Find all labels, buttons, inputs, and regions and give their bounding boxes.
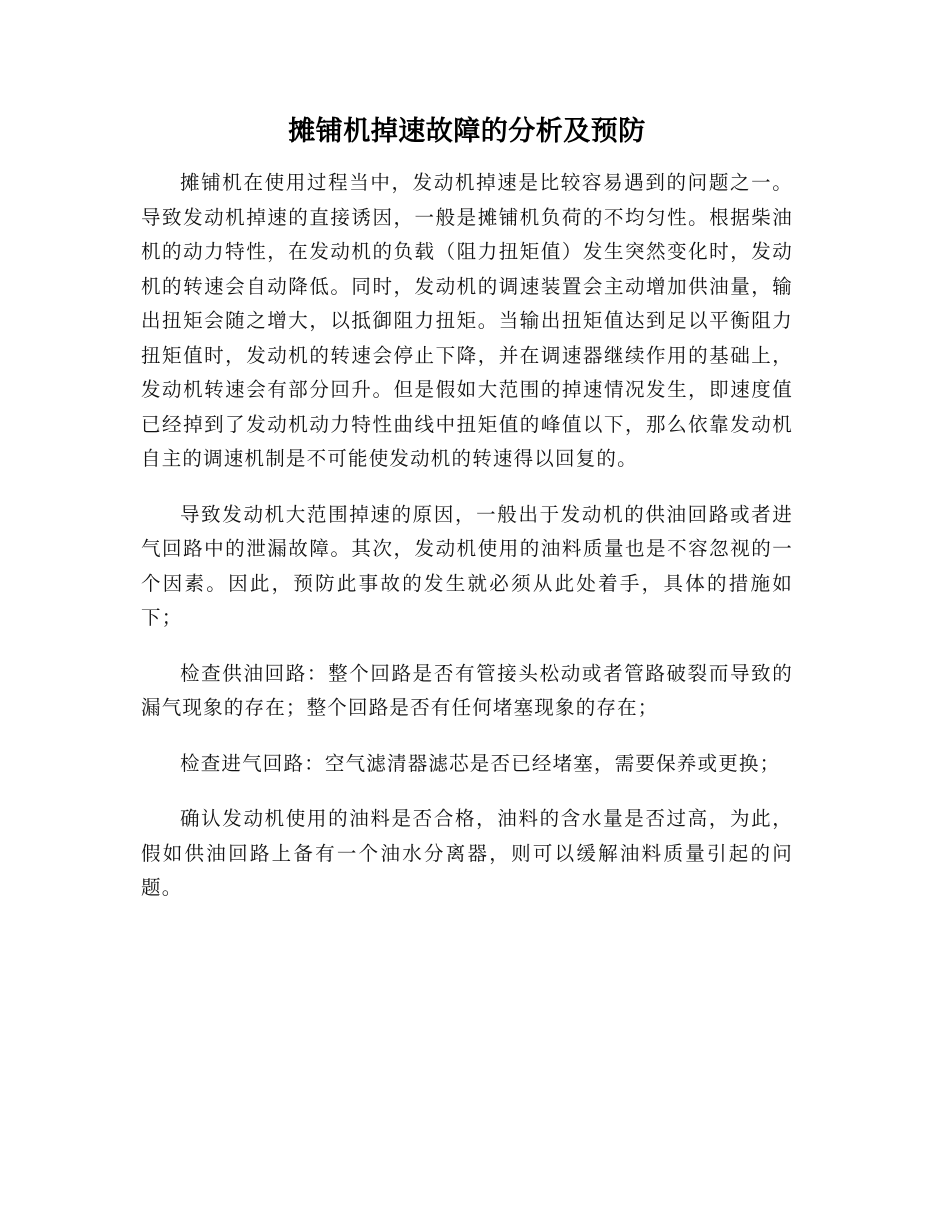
paragraph-3: 检查供油回路：整个回路是否有管接头松动或者管路破裂而导致的漏气现象的存在；整个回路是否有任何堵塞现象的存在；: [141, 661, 793, 719]
paragraph-1: 摊铺机在使用过程当中，发动机掉速是比较容易遇到的问题之一。导致发动机掉速的直接诱因，一般是摊铺机负荷的不均匀性。根据柴油机的动力特性，在发动机的负载（阻力扭矩值）发生突然变化时，发动机的转速会自动降低。同时，发动机的调速装置会主动增加供油量，输出扭矩会随之增大，以抵御阻力扭矩。当输出扭矩值达到足以平衡阻力扭矩值时，发动机的转速会停止下降，并在调速器继续作用的基础上，发动机转速会有部分回升。但是假如大范围的掉速情况发生，即速度值已经掉到了发动机动力特性曲线中扭矩值的峰值以下，那么依靠发动机自主的调速机制是不可能使发动机的转速得以回复的。: [141, 171, 793, 470]
paragraph-4: 检查进气回路：空气滤清器滤芯是否已经堵塞，需要保养或更换；: [180, 751, 781, 775]
document-body: [141, 112, 793, 927]
document-title: 摊铺机掉速故障的分析及预防: [288, 116, 646, 147]
paragraph-5: 确认发动机使用的油料是否合格，油料的含水量是否过高，为此，假如供油回路上备有一个油水分离器，则可以缓解油料质量引起的问题。: [141, 807, 793, 899]
paragraph-2: 导致发动机大范围掉速的原因，一般出于发动机的供油回路或者进气回路中的泄漏故障。其次，发动机使用的油料质量也是不容忽视的一个因素。因此，预防此事故的发生就必须从此处着手，具体的措施如下；: [141, 502, 793, 629]
